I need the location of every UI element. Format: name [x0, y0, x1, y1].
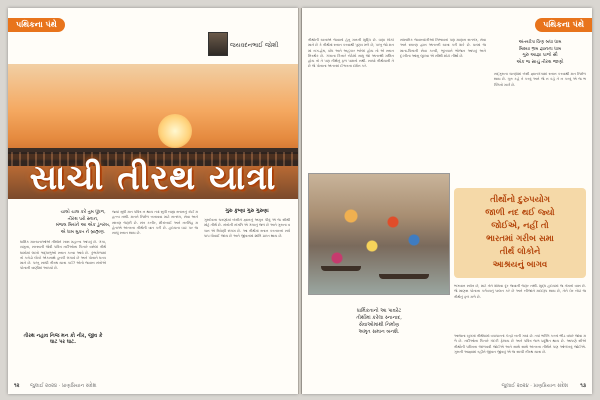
ghat-photo — [308, 173, 450, 295]
pull-quote-line: તીર્થ લોકોને — [499, 247, 541, 257]
body-column-top-2: સાંસારિક જવાબદારીઓ નિભાવતાં પણ માણસ સત્સંગ, સેવા અને સ્મરણ દ્વારા અંતરની યાત્રા કરી શકે છે. ઘરમાં જ માતા-પિતાની સેવા કરવી, ભૂખ્યાને ભોજન આપવું અને દુઃખીના આંસુ લૂછવા એ સૌથી મોટાં તીર્થો છે. — [400, 38, 486, 58]
pull-quote-line: ભારતમાં ગરીબ સમા — [486, 234, 554, 244]
body-column-bottom-2: ભગવાન સર્વત્ર છે, માટે તેને શોધવા દૂર જવાની જરૂર નથી. શુદ્ધ હૃદયમાં જ તેમનો વાસ છે. જે માણસ પોતાના કર્તવ્યનું પાલન કરે છે અને બીજાને મદદરૂપ થાય છે, તેને ઘેર બેઠાં જ તીર્થનું ફળ મળે છે. — [454, 284, 586, 299]
caption-line: અમૃત સમાન બનશે. — [358, 329, 400, 335]
caption-line: સેવાઓમાંથી નિર્માણ — [358, 322, 400, 328]
section-tab: પથિકના પંથે — [535, 18, 592, 32]
left-page — [8, 8, 298, 394]
sun-shape — [158, 114, 192, 148]
section-tab: પથિકના પંથે — [8, 18, 65, 32]
body-column-1: ધાર્મિક માન્યતાઓએ તીર્થોને ખાસ મહત્ત્વ આપ્યું છે. ગંગા, યમુના, સરસ્વતી જેવી પવિત્ર નદીઓના કિનારે વસેલાં તીર્થધામોમાં લાખો શ્રદ્ધાળુઓ સ્નાન કરવા આવે છે. કુંભમેળામાં તો કરોડો લોકો એકસાથે ડૂબકી લગાવે છે અને પોતાને ધન્ય માને છે. પરંતુ સાચી તીરથ યાત્રા કઈ? એનો જવાબ સંતોએ પોતાની વાણીમાં આપ્યો છે. — [20, 240, 106, 271]
column-subhead: ગુરુ કૃષ્ણા ગુરુ ગુરુણા — [225, 208, 269, 214]
stanza-line: એ ધામ મુક્ત ને બ્રાહ્મણ. — [60, 229, 106, 235]
verse-line: મિથ્યા ભ્રમ જ્ઞાનના ધામ — [518, 46, 562, 52]
pull-quote — [454, 188, 586, 278]
stanza-line: મંજલ મિયંને આ એક ડુંગરબ, — [55, 223, 111, 228]
page-number: ૧૩ — [580, 383, 586, 389]
boat-shape — [379, 274, 429, 279]
stanza-line: ચાલો ચાલ કરે તુમ ધૂંધળ, — [60, 210, 106, 215]
boat-shape — [321, 266, 361, 271]
stanza-line: તીરથ પરો સ્નાન, — [67, 216, 99, 222]
photo-caption — [310, 308, 448, 336]
body-column-top-1: તીર્થોની યાત્રાએ જવાનો હેતુ મનની શુદ્ધિ છે. ઘણા લોકો માને છે કે તીર્થમાં સ્નાન કરવાથી પુણ્ય મળે છે, પરંતુ જો મનમાં રાગ-દ્વેષ, ક્રોધ અને અહંકાર ભરેલાં હોય તો એ સ્નાન નિરર્થક છે. ગંગાના કિનારે બેઠેલો સાધુ જો અંતરથી મલિન હોય તો તે પણ તીર્થનું ફળ પામતો નથી. સાચો તીર્થયાત્રી તે છે જે પોતાના અંતરમાં ઈશ્વરના દર્શન કરે. — [308, 38, 394, 69]
page-number: ૧૨ — [14, 383, 20, 389]
caption-line: તીર્થોમાં કરેલા સ્નાનાદ, — [356, 315, 402, 321]
pull-quote-line: જોઈએ, નહીં તો — [491, 221, 549, 231]
page-footer — [8, 383, 298, 390]
body-column-3: ગુરુદેવના ચરણોમાં બેસીને જ્ઞાનનું અમૃત પીવું એ જ સૌથી મોટું તીર્થ છે. સંતોની સંગતિ એ ગંગાનું જળ છે અને ગુરુના વચન એ ત્રિવેણી સંગમ છે. આ તીર્થમાં સ્નાન કરનારનાં સર્વ પાપ ધોવાઈ જાય છે અને જીવનમાં શાંતિ પ્રાપ્ત થાય છે. — [204, 218, 290, 238]
column-subhead: તીરથ નહાવ નિજ મન કો નીર, જીવ કે ઘાટ પર ઘાટ. — [23, 333, 103, 345]
body-column-bottom: આજના યુગમાં તીર્થધામો વ્યાપારનાં કેન્દ્રો બની ગયાં છે. ત્યાં ભક્તિ કરતાં ભીડ વધારે જોવા મળે છે. નદીઓના કિનારે ગંદકી ફેલાય છે અને પવિત્ર જળ પ્રદૂષિત થાય છે. આપણે સૌએ તીર્થોની પવિત્રતા જાળવવી જોઈએ અને સાથે સાથે અંતરના તીર્થને પણ ઓળખવું જોઈએ. ગુરુની આજ્ઞામાં રહીને જીવન જીવવું એ જ સાચી તીરથ યાત્રા છે. — [454, 334, 586, 354]
right-verse — [494, 40, 586, 66]
author-photo — [208, 32, 228, 56]
body-column-2: જ્યાં સુધી મન પવિત્ર ન થાય ત્યાં સુધી બાહ્ય સ્નાનનું કોઈ મહત્ત્વ નથી. મનને નિર્મળ બનાવવા માટે સત્સંગ, સેવા અને સ્મરણ જરૂરી છે. સંત કબીર, મીરાંબાઈ અને નરસિંહ મહેતાએ અંતરના તીર્થની વાત કરી છે. હૃદયના ઘાટ પર જ સાચું સ્નાન થાય છે. — [112, 210, 198, 236]
pull-quote-line: તીર્થોનો દુરુપયોગ — [490, 195, 550, 205]
footer-magazine: જુલાઈ ૨૦૨૪ · પ્રાણપ્રિયાન સંદેશ — [30, 383, 97, 389]
right-page — [302, 8, 592, 394]
caption-line: ધાર્મિકતાનો આ પાવરેટ — [356, 308, 402, 314]
pull-quote-line: આશ્રયનું બાગવ — [492, 260, 548, 270]
footer-magazine: જુલાઈ ૨૦૨૪ · પ્રાણપ્રિયાન સંદેશ — [501, 383, 568, 389]
verse-line: અંતર્યાત્રા વિણ બધા ધામ — [518, 40, 562, 45]
article-title: સાચી તીરથ યાત્રા — [29, 158, 277, 198]
body-column-right: સદ્ગુરુના ચરણોમાં બેસી જ્ઞાનગંગામાં સ્નાન કરવાથી મન નિર્મળ થાય છે. ગુરુ કહે તે કરવું અને જે ન કહે તે ન કરવું એ જ ભક્તિનો માર્ગ છે. — [494, 72, 586, 87]
verse-line: એક જ સાચું તીરથ જાણો — [516, 59, 564, 65]
page-footer — [302, 383, 592, 390]
verse-line: ગુરુ આજ્ઞા પાળો સૌ — [522, 53, 558, 58]
author-name: જયવદનભાઈ જોશી — [230, 42, 279, 49]
pull-quote-line: જાળી નદ થઈ જ્યો — [485, 208, 555, 218]
